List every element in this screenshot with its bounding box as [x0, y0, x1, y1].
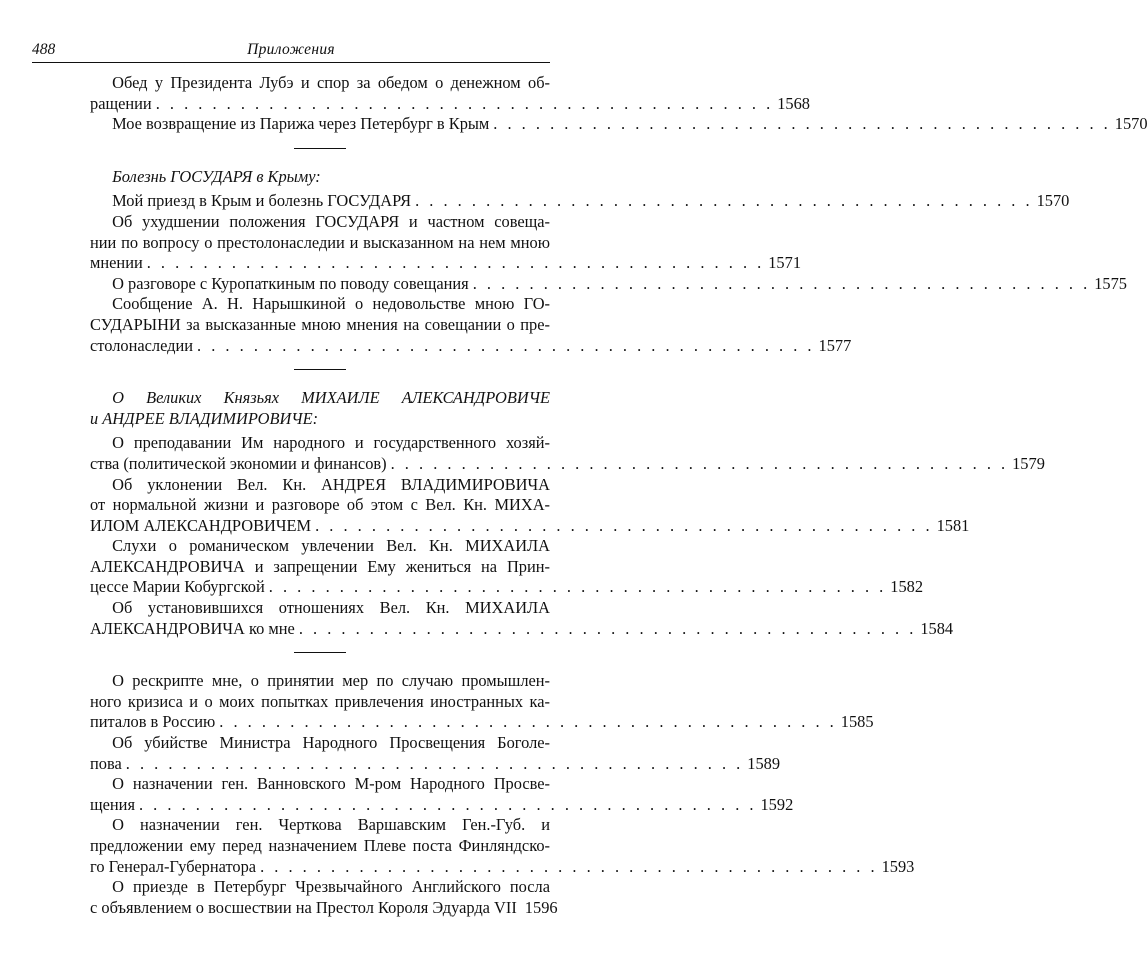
toc-entry[interactable] — [90, 598, 954, 639]
toc-entry[interactable] — [90, 671, 874, 733]
section-title-line: Болезнь ГОСУДАРЯ в Крыму: — [112, 166, 321, 186]
toc-entry-line: О назначении ген. Ванновского М-ром Народного Просве- — [112, 774, 550, 794]
running-header — [32, 40, 550, 63]
dot-leader: . . . . . . . . . . . . . . . . . . . . . . . . . . . . . . . . . . . . . . . . . . . . — [125, 753, 744, 773]
toc-entry-line: Об убийстве Министра Народного Просвещения Боголе- — [112, 733, 550, 753]
toc-entry-text: питалов в Россию — [90, 712, 216, 732]
toc-page-number: 1571 — [768, 253, 802, 273]
toc-entry-line — [90, 618, 954, 640]
toc-entry-line: Об ухудшении положения ГОСУДАРЯ и частном совеща- — [112, 211, 550, 231]
toc-entry-text: ИЛОМ АЛЕКСАНДРОВИЧЕМ — [90, 515, 312, 535]
toc-entry[interactable] — [90, 774, 794, 815]
toc-entry[interactable] — [90, 877, 558, 918]
dot-leader: . . . . . . . . . . . . . . . . . . . . . . . . . . . . . . . . . . . . . . . . . . . . — [155, 93, 774, 113]
toc-entry-line: от нормальной жизни и разговоре об этом с Вел. Кн. МИХА- — [90, 495, 550, 515]
toc-entry[interactable] — [90, 474, 970, 537]
section-title — [90, 388, 550, 429]
toc-page-number: 1581 — [936, 515, 970, 535]
toc-entry-line: предложении ему перед назначением Плеве поста Финляндско- — [90, 836, 550, 855]
toc-entry-line — [90, 856, 915, 878]
toc-page-number: 1577 — [818, 335, 852, 355]
toc-entry-text: ращении — [90, 93, 152, 113]
toc-entry-line: АЛЕКСАНДРОВИЧА и запрещении Ему жениться на Прин- — [90, 556, 550, 576]
toc-entry[interactable] — [90, 536, 924, 598]
dot-leader: . . . . . . . . . . . . . . . . . . . . . . . . . . . . . . . . . . . . . . . . . . . . — [146, 253, 765, 273]
toc-entry-text: АЛЕКСАНДРОВИЧА ко мне — [90, 618, 295, 638]
toc-entry-text: го Генерал-Губернатора — [90, 856, 257, 876]
toc-entry-text: цессе Марии Кобургской — [90, 577, 265, 597]
toc-entry-text: Мое возвращение из Парижа через Петербург в Крым — [112, 114, 490, 134]
toc-entry-line — [90, 794, 794, 816]
toc-entry-text: ства (политической экономии и финансов) — [90, 453, 387, 473]
toc-page-number: 1585 — [840, 712, 874, 732]
toc-entry-line — [90, 753, 781, 775]
dot-leader: . . . . . . . . . . . . . . . . . . . . . . . . . . . . . . . . . . . . . . . . . . . . — [493, 114, 1111, 134]
toc-entry-line: О рескрипте мне, о принятии мер по случаю промышлен- — [112, 671, 550, 691]
toc-entry-line: Сообщение А. Н. Нарышкиной о недовольстве мною ГО- — [112, 294, 550, 314]
dot-leader: . . . . . . . . . . . . . . . . . . . . . . . . . . . . . . . . . . . . . . . . . . . . — [138, 794, 757, 814]
toc-page-number: 1568 — [777, 93, 810, 113]
toc-page-number: 1575 — [1094, 273, 1127, 293]
section-title-line: и АНДРЕЕ ВЛАДИМИРОВИЧЕ: — [90, 408, 319, 428]
section-title — [90, 167, 550, 188]
toc-entry-line: Слухи о романическом увлечении Вел. Кн. МИХАИЛА — [112, 536, 550, 556]
toc-entry-line — [90, 253, 802, 274]
dot-leader: . . . . . . . . . . . . . . . . . . . . . . . . . . . . . . . . . . . . . . . . . . . . — [197, 335, 815, 355]
toc-page-number: 1593 — [881, 856, 915, 876]
section-title-line: О Великих Князьях МИХАИЛЕ АЛЕКСАНДРОВИЧЕ — [112, 388, 550, 408]
toc-entry-line — [90, 191, 1070, 212]
toc-entry-line: СУДАРЫНИ за высказанные мною мнения на совещании о пре- — [90, 314, 550, 334]
toc-entry-text: с объявлением о восшествии на Престол Короля Эдуарда VII — [90, 897, 517, 917]
running-title: Приложения — [247, 41, 335, 58]
toc-page-number: 1592 — [760, 794, 794, 814]
toc-entry-line — [90, 453, 1045, 475]
toc-entry[interactable] — [90, 433, 1045, 474]
toc-entry-text: щения — [90, 794, 135, 814]
toc-entry-line — [90, 897, 558, 919]
dot-leader: . . . . . . . . . . . . . . . . . . . . . . . . . . . . . . . . . . . . . . . . . . . . — [390, 453, 1009, 473]
toc-entry[interactable] — [90, 114, 1148, 135]
toc-entry-line — [90, 273, 1127, 295]
toc-page-number: 1596 — [524, 897, 558, 917]
dot-leader: . . . . . . . . . . . . . . . . . . . . . . . . . . . . . . . . . . . . . . . . . . . . — [268, 577, 887, 597]
toc-entry-line — [90, 114, 1148, 135]
toc-entry-line — [90, 515, 970, 537]
toc-entry-line: О преподавании Им народного и государственного хозяй- — [112, 433, 550, 453]
toc-entry[interactable] — [90, 815, 915, 877]
toc-page-number: 1582 — [890, 577, 924, 597]
toc-entry[interactable] — [90, 211, 802, 274]
toc-entry-text: столонаследии — [90, 335, 194, 355]
toc-page-number: 1584 — [920, 618, 954, 638]
toc-entry-line — [90, 335, 852, 357]
toc-entry-line: нии по вопросу о престолонаследии и высказанном на нем мною — [90, 232, 550, 252]
toc-entry-text: О разговоре с Куропаткиным по поводу совещания — [112, 273, 469, 293]
toc-entry[interactable] — [90, 273, 1127, 295]
toc-entry-line: ного кризиса и о моих попытках привлечения иностранных ка- — [90, 691, 550, 711]
toc-entry[interactable] — [90, 191, 1070, 212]
table-of-contents — [90, 73, 1148, 918]
toc-entry-text: пова — [90, 753, 122, 773]
section-separator — [294, 369, 346, 370]
dot-leader: . . . . . . . . . . . . . . . . . . . . . . . . . . . . . . . . . . . . . . . . . . . . — [219, 712, 837, 732]
section-separator — [294, 148, 346, 149]
toc-entry-line: Об уклонении Вел. Кн. АНДРЕЯ ВЛАДИМИРОВИЧА — [112, 474, 550, 494]
toc-entry-line: Об установившихся отношениях Вел. Кн. МИХАИЛА — [112, 598, 550, 618]
dot-leader: . . . . . . . . . . . . . . . . . . . . . . . . . . . . . . . . . . . . . . . . . . . . — [415, 191, 1033, 211]
toc-page-number: 1579 — [1012, 453, 1045, 473]
toc-entry[interactable] — [90, 733, 781, 774]
dot-leader: . . . . . . . . . . . . . . . . . . . . . . . . . . . . . . . . . . . . . . . . . . . . — [472, 273, 1091, 293]
toc-entry-line — [90, 93, 810, 115]
toc-page-number: 1570 — [1036, 191, 1070, 211]
page-number: 488 — [32, 41, 56, 58]
dot-leader: . . . . . . . . . . . . . . . . . . . . . . . . . . . . . . . . . . . . . . . . . . . . — [260, 856, 878, 876]
toc-entry-line — [90, 712, 874, 733]
toc-entry-line: Обед у Президента Лубэ и спор за обедом о денежном об- — [112, 73, 550, 92]
dot-leader: . . . . . . . . . . . . . . . . . . . . . . . . . . . . . . . . . . . . . . . . . . . . — [298, 618, 917, 638]
toc-page-number: 1589 — [747, 753, 781, 773]
toc-entry-text: Мой приезд в Крым и болезнь ГОСУДАРЯ — [112, 191, 412, 211]
toc-entry[interactable] — [90, 294, 852, 356]
toc-page-number: 1570 — [1114, 114, 1148, 134]
toc-entry-text: мнении — [90, 253, 143, 273]
toc-entry-line — [90, 577, 924, 598]
section-separator — [294, 652, 346, 653]
toc-entry-line: О назначении ген. Черткова Варшавским Ген.-Губ. и — [112, 815, 550, 835]
toc-entry-line: О приезде в Петербург Чрезвычайного Английского посла — [112, 877, 550, 897]
toc-entry[interactable] — [90, 73, 810, 114]
dot-leader: . . . . . . . . . . . . . . . . . . . . . . . . . . . . . . . . . . . . . . . . . . . . — [315, 515, 933, 535]
